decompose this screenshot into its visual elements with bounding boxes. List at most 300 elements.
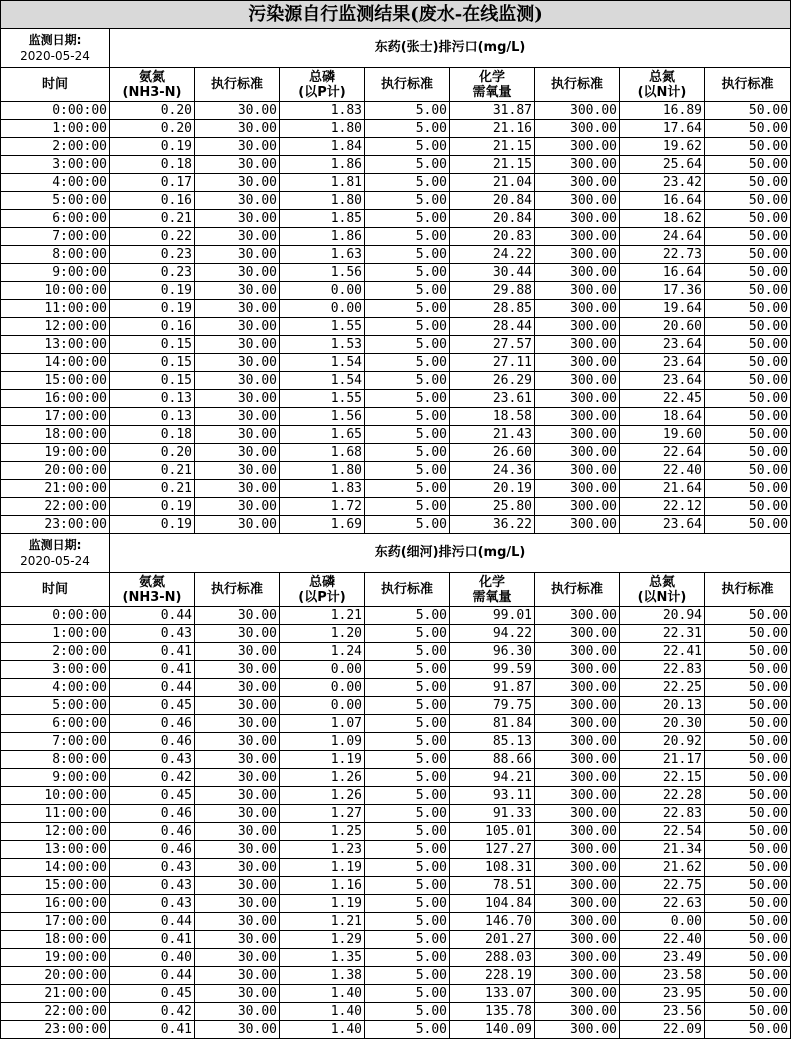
value-cell-tn_std: 50.00 — [705, 516, 791, 534]
column-header-line1: 执行标准 — [210, 77, 263, 92]
value-cell-nh3_std: 30.00 — [195, 913, 280, 931]
value-cell-tn_std: 50.00 — [705, 679, 791, 697]
value-cell-nh3: 0.43 — [110, 859, 195, 877]
value-cell-tp_std: 5.00 — [365, 282, 450, 300]
value-cell-tn: 18.62 — [620, 210, 705, 228]
value-cell-tp_std: 5.00 — [365, 462, 450, 480]
value-cell-tp: 1.56 — [280, 264, 365, 282]
value-cell-cod_std: 300.00 — [535, 426, 620, 444]
time-cell: 23:00:00 — [1, 516, 110, 534]
time-cell: 5:00:00 — [1, 697, 110, 715]
title-row — [1, 1, 791, 29]
value-cell-tp_std: 5.00 — [365, 1003, 450, 1021]
value-cell-tp: 1.85 — [280, 210, 365, 228]
value-cell-tp: 1.80 — [280, 120, 365, 138]
value-cell-tp: 1.83 — [280, 102, 365, 120]
table-row — [1, 949, 791, 967]
table-row — [1, 210, 791, 228]
monitoring-date-label: 监测日期: — [28, 538, 82, 552]
value-cell-tn: 22.25 — [620, 679, 705, 697]
value-cell-nh3_std: 30.00 — [195, 174, 280, 192]
value-cell-tn_std: 50.00 — [705, 805, 791, 823]
value-cell-tp: 1.23 — [280, 841, 365, 859]
column-header-tp_std — [365, 68, 450, 102]
column-header-line2: (以P计) — [298, 84, 346, 100]
value-cell-tn_std: 50.00 — [705, 697, 791, 715]
value-cell-tp: 1.25 — [280, 823, 365, 841]
value-cell-cod: 140.09 — [450, 1021, 535, 1039]
value-cell-cod: 201.27 — [450, 931, 535, 949]
value-cell-tn: 23.64 — [620, 372, 705, 390]
time-cell: 6:00:00 — [1, 715, 110, 733]
value-cell-cod: 88.66 — [450, 751, 535, 769]
table-row — [1, 282, 791, 300]
value-cell-nh3_std: 30.00 — [195, 264, 280, 282]
value-cell-nh3_std: 30.00 — [195, 372, 280, 390]
value-cell-tp: 1.40 — [280, 1003, 365, 1021]
value-cell-nh3: 0.20 — [110, 444, 195, 462]
table-row — [1, 300, 791, 318]
table-row — [1, 625, 791, 643]
value-cell-cod: 31.87 — [450, 102, 535, 120]
value-cell-tn_std: 50.00 — [705, 210, 791, 228]
time-cell: 21:00:00 — [1, 985, 110, 1003]
value-cell-tn_std: 50.00 — [705, 967, 791, 985]
value-cell-cod_std: 300.00 — [535, 805, 620, 823]
value-cell-cod_std: 300.00 — [535, 823, 620, 841]
value-cell-tp: 1.40 — [280, 985, 365, 1003]
time-cell: 0:00:00 — [1, 607, 110, 625]
value-cell-tp: 1.80 — [280, 192, 365, 210]
value-cell-tp: 1.72 — [280, 498, 365, 516]
value-cell-nh3_std: 30.00 — [195, 156, 280, 174]
section-info-row — [1, 29, 791, 68]
value-cell-tp_std: 5.00 — [365, 787, 450, 805]
time-cell: 15:00:00 — [1, 877, 110, 895]
value-cell-nh3_std: 30.00 — [195, 444, 280, 462]
value-cell-nh3: 0.43 — [110, 877, 195, 895]
value-cell-tp_std: 5.00 — [365, 156, 450, 174]
value-cell-tp: 1.55 — [280, 318, 365, 336]
value-cell-tn: 24.64 — [620, 228, 705, 246]
value-cell-nh3: 0.46 — [110, 733, 195, 751]
value-cell-tp: 0.00 — [280, 661, 365, 679]
time-cell: 18:00:00 — [1, 426, 110, 444]
value-cell-cod: 36.22 — [450, 516, 535, 534]
outlet-name: 东药(张士)排污口(mg/L) — [110, 29, 791, 68]
time-cell: 1:00:00 — [1, 625, 110, 643]
value-cell-nh3_std: 30.00 — [195, 1021, 280, 1039]
value-cell-tp_std: 5.00 — [365, 498, 450, 516]
value-cell-tn: 23.64 — [620, 516, 705, 534]
value-cell-cod_std: 300.00 — [535, 661, 620, 679]
value-cell-nh3: 0.44 — [110, 913, 195, 931]
value-cell-cod_std: 300.00 — [535, 607, 620, 625]
value-cell-cod_std: 300.00 — [535, 318, 620, 336]
value-cell-tp_std: 5.00 — [365, 733, 450, 751]
table-row — [1, 318, 791, 336]
value-cell-nh3_std: 30.00 — [195, 408, 280, 426]
value-cell-nh3: 0.46 — [110, 823, 195, 841]
value-cell-cod_std: 300.00 — [535, 715, 620, 733]
table-row — [1, 697, 791, 715]
value-cell-tn_std: 50.00 — [705, 751, 791, 769]
value-cell-nh3_std: 30.00 — [195, 823, 280, 841]
value-cell-cod_std: 300.00 — [535, 390, 620, 408]
value-cell-tn: 19.60 — [620, 426, 705, 444]
value-cell-cod_std: 300.00 — [535, 913, 620, 931]
table-row — [1, 120, 791, 138]
column-header-line1: 氨氮 — [138, 69, 165, 85]
column-header-row — [1, 573, 791, 607]
time-cell: 9:00:00 — [1, 264, 110, 282]
column-header-line1: 总氮 — [648, 69, 675, 85]
column-header-time — [1, 68, 110, 102]
time-cell: 8:00:00 — [1, 751, 110, 769]
value-cell-cod: 228.19 — [450, 967, 535, 985]
value-cell-cod_std: 300.00 — [535, 1003, 620, 1021]
time-cell: 4:00:00 — [1, 679, 110, 697]
value-cell-nh3_std: 30.00 — [195, 661, 280, 679]
value-cell-cod: 29.88 — [450, 282, 535, 300]
value-cell-tn_std: 50.00 — [705, 102, 791, 120]
value-cell-nh3: 0.15 — [110, 372, 195, 390]
table-body — [1, 1, 791, 1039]
value-cell-tp_std: 5.00 — [365, 697, 450, 715]
value-cell-tn_std: 50.00 — [705, 390, 791, 408]
time-cell: 11:00:00 — [1, 300, 110, 318]
value-cell-tp_std: 5.00 — [365, 408, 450, 426]
value-cell-tp_std: 5.00 — [365, 264, 450, 282]
value-cell-tn_std: 50.00 — [705, 841, 791, 859]
column-header-cod_std — [535, 573, 620, 607]
column-header-cod_std — [535, 68, 620, 102]
value-cell-tp: 1.65 — [280, 426, 365, 444]
value-cell-tp_std: 5.00 — [365, 661, 450, 679]
column-header-line1: 执行标准 — [550, 582, 603, 597]
value-cell-cod_std: 300.00 — [535, 1021, 620, 1039]
table-row — [1, 336, 791, 354]
value-cell-tn: 22.64 — [620, 444, 705, 462]
time-cell: 12:00:00 — [1, 823, 110, 841]
value-cell-tp: 1.84 — [280, 138, 365, 156]
value-cell-tp: 1.38 — [280, 967, 365, 985]
value-cell-tp: 1.07 — [280, 715, 365, 733]
value-cell-cod: 135.78 — [450, 1003, 535, 1021]
value-cell-cod: 94.21 — [450, 769, 535, 787]
value-cell-nh3: 0.23 — [110, 264, 195, 282]
value-cell-cod: 81.84 — [450, 715, 535, 733]
value-cell-nh3: 0.19 — [110, 516, 195, 534]
value-cell-cod_std: 300.00 — [535, 931, 620, 949]
value-cell-tn: 19.64 — [620, 300, 705, 318]
column-header-line1: 氨氮 — [138, 574, 165, 590]
time-cell: 9:00:00 — [1, 769, 110, 787]
value-cell-nh3: 0.41 — [110, 643, 195, 661]
table-row — [1, 733, 791, 751]
value-cell-cod: 146.70 — [450, 913, 535, 931]
value-cell-tp: 1.24 — [280, 643, 365, 661]
value-cell-tn: 22.15 — [620, 769, 705, 787]
table-row — [1, 715, 791, 733]
value-cell-nh3: 0.13 — [110, 390, 195, 408]
column-header-tn — [620, 573, 705, 607]
value-cell-cod: 21.16 — [450, 120, 535, 138]
time-cell: 14:00:00 — [1, 354, 110, 372]
column-header-line1: 执行标准 — [721, 77, 774, 92]
monitoring-date-cell — [1, 29, 110, 68]
table-row — [1, 408, 791, 426]
value-cell-cod: 96.30 — [450, 643, 535, 661]
value-cell-nh3: 0.43 — [110, 625, 195, 643]
value-cell-nh3_std: 30.00 — [195, 733, 280, 751]
value-cell-nh3: 0.20 — [110, 120, 195, 138]
value-cell-nh3: 0.41 — [110, 1021, 195, 1039]
value-cell-nh3_std: 30.00 — [195, 300, 280, 318]
value-cell-tn_std: 50.00 — [705, 174, 791, 192]
value-cell-cod_std: 300.00 — [535, 372, 620, 390]
column-header-line1: 执行标准 — [550, 77, 603, 92]
time-cell: 13:00:00 — [1, 841, 110, 859]
time-cell: 8:00:00 — [1, 246, 110, 264]
table-row — [1, 426, 791, 444]
table-row — [1, 823, 791, 841]
value-cell-nh3: 0.45 — [110, 985, 195, 1003]
value-cell-tn_std: 50.00 — [705, 354, 791, 372]
column-header-line1: 执行标准 — [210, 582, 263, 597]
table-row — [1, 390, 791, 408]
value-cell-tn_std: 50.00 — [705, 607, 791, 625]
value-cell-cod: 20.84 — [450, 210, 535, 228]
column-header-row — [1, 68, 791, 102]
table-row — [1, 264, 791, 282]
table-row — [1, 444, 791, 462]
value-cell-cod: 20.19 — [450, 480, 535, 498]
time-cell: 7:00:00 — [1, 733, 110, 751]
table-row — [1, 769, 791, 787]
value-cell-tn: 21.34 — [620, 841, 705, 859]
value-cell-nh3: 0.44 — [110, 967, 195, 985]
value-cell-tn: 16.64 — [620, 264, 705, 282]
value-cell-tp_std: 5.00 — [365, 246, 450, 264]
value-cell-cod: 21.15 — [450, 138, 535, 156]
column-header-nh3 — [110, 68, 195, 102]
value-cell-tn: 22.40 — [620, 931, 705, 949]
value-cell-nh3_std: 30.00 — [195, 138, 280, 156]
value-cell-nh3_std: 30.00 — [195, 643, 280, 661]
value-cell-tn: 17.36 — [620, 282, 705, 300]
value-cell-nh3: 0.19 — [110, 498, 195, 516]
value-cell-tn_std: 50.00 — [705, 282, 791, 300]
value-cell-tp: 1.63 — [280, 246, 365, 264]
value-cell-cod: 18.58 — [450, 408, 535, 426]
value-cell-cod_std: 300.00 — [535, 498, 620, 516]
value-cell-tn: 23.95 — [620, 985, 705, 1003]
value-cell-tn_std: 50.00 — [705, 318, 791, 336]
column-header-line1: 总氮 — [648, 574, 675, 590]
value-cell-cod: 20.84 — [450, 192, 535, 210]
value-cell-nh3_std: 30.00 — [195, 426, 280, 444]
value-cell-tn: 22.83 — [620, 661, 705, 679]
value-cell-nh3_std: 30.00 — [195, 859, 280, 877]
value-cell-cod: 20.83 — [450, 228, 535, 246]
column-header-line2: 需氧量 — [472, 589, 512, 605]
value-cell-tp: 1.35 — [280, 949, 365, 967]
value-cell-tn_std: 50.00 — [705, 462, 791, 480]
time-cell: 2:00:00 — [1, 643, 110, 661]
value-cell-cod_std: 300.00 — [535, 210, 620, 228]
value-cell-cod_std: 300.00 — [535, 480, 620, 498]
value-cell-cod_std: 300.00 — [535, 282, 620, 300]
table-row — [1, 192, 791, 210]
time-cell: 19:00:00 — [1, 949, 110, 967]
value-cell-cod: 104.84 — [450, 895, 535, 913]
monitoring-date-cell — [1, 534, 110, 573]
value-cell-tn_std: 50.00 — [705, 769, 791, 787]
value-cell-cod_std: 300.00 — [535, 120, 620, 138]
value-cell-cod_std: 300.00 — [535, 643, 620, 661]
value-cell-nh3_std: 30.00 — [195, 841, 280, 859]
column-header-line2: (NH3-N) — [122, 589, 182, 605]
value-cell-tn_std: 50.00 — [705, 480, 791, 498]
value-cell-nh3: 0.21 — [110, 480, 195, 498]
value-cell-nh3: 0.22 — [110, 228, 195, 246]
value-cell-tp: 1.26 — [280, 769, 365, 787]
value-cell-tp_std: 5.00 — [365, 715, 450, 733]
value-cell-nh3: 0.46 — [110, 715, 195, 733]
value-cell-cod_std: 300.00 — [535, 751, 620, 769]
table-row — [1, 480, 791, 498]
time-cell: 3:00:00 — [1, 156, 110, 174]
value-cell-cod_std: 300.00 — [535, 985, 620, 1003]
value-cell-tn: 23.56 — [620, 1003, 705, 1021]
column-header-nh3 — [110, 573, 195, 607]
value-cell-tp_std: 5.00 — [365, 120, 450, 138]
table-row — [1, 841, 791, 859]
value-cell-tp_std: 5.00 — [365, 805, 450, 823]
value-cell-cod: 85.13 — [450, 733, 535, 751]
value-cell-tn_std: 50.00 — [705, 156, 791, 174]
value-cell-tp: 0.00 — [280, 679, 365, 697]
value-cell-tn: 0.00 — [620, 913, 705, 931]
time-cell: 3:00:00 — [1, 661, 110, 679]
value-cell-tn: 21.64 — [620, 480, 705, 498]
value-cell-nh3: 0.21 — [110, 210, 195, 228]
value-cell-tn_std: 50.00 — [705, 823, 791, 841]
value-cell-tn_std: 50.00 — [705, 336, 791, 354]
column-header-line2: (以N计) — [637, 84, 687, 100]
value-cell-tn: 23.42 — [620, 174, 705, 192]
value-cell-tp: 1.68 — [280, 444, 365, 462]
time-cell: 17:00:00 — [1, 913, 110, 931]
value-cell-cod: 21.04 — [450, 174, 535, 192]
value-cell-tp: 1.09 — [280, 733, 365, 751]
value-cell-tp_std: 5.00 — [365, 444, 450, 462]
value-cell-nh3_std: 30.00 — [195, 895, 280, 913]
value-cell-cod: 79.75 — [450, 697, 535, 715]
value-cell-nh3_std: 30.00 — [195, 210, 280, 228]
value-cell-tn: 20.92 — [620, 733, 705, 751]
table-row — [1, 246, 791, 264]
column-header-line1: 化学 — [478, 574, 505, 590]
value-cell-tn_std: 50.00 — [705, 877, 791, 895]
time-cell: 18:00:00 — [1, 931, 110, 949]
value-cell-tn_std: 50.00 — [705, 498, 791, 516]
time-cell: 22:00:00 — [1, 498, 110, 516]
value-cell-tn: 22.12 — [620, 498, 705, 516]
value-cell-tp_std: 5.00 — [365, 949, 450, 967]
value-cell-tp_std: 5.00 — [365, 877, 450, 895]
value-cell-tp: 1.55 — [280, 390, 365, 408]
value-cell-tn_std: 50.00 — [705, 246, 791, 264]
table-row — [1, 462, 791, 480]
value-cell-tp_std: 5.00 — [365, 607, 450, 625]
value-cell-cod: 93.11 — [450, 787, 535, 805]
table-row — [1, 805, 791, 823]
value-cell-tn_std: 50.00 — [705, 859, 791, 877]
value-cell-nh3: 0.45 — [110, 787, 195, 805]
value-cell-cod: 133.07 — [450, 985, 535, 1003]
value-cell-tp: 1.29 — [280, 931, 365, 949]
time-cell: 7:00:00 — [1, 228, 110, 246]
value-cell-tp_std: 5.00 — [365, 895, 450, 913]
value-cell-nh3_std: 30.00 — [195, 751, 280, 769]
value-cell-nh3_std: 30.00 — [195, 498, 280, 516]
value-cell-tp: 1.40 — [280, 1021, 365, 1039]
value-cell-cod: 28.44 — [450, 318, 535, 336]
value-cell-cod_std: 300.00 — [535, 264, 620, 282]
value-cell-tn: 21.62 — [620, 859, 705, 877]
value-cell-nh3: 0.40 — [110, 949, 195, 967]
value-cell-cod_std: 300.00 — [535, 246, 620, 264]
value-cell-nh3: 0.15 — [110, 336, 195, 354]
monitoring-date-label: 监测日期: — [28, 33, 82, 47]
section-info-row — [1, 534, 791, 573]
value-cell-tn: 23.64 — [620, 354, 705, 372]
value-cell-cod: 28.85 — [450, 300, 535, 318]
value-cell-cod: 26.29 — [450, 372, 535, 390]
value-cell-tp_std: 5.00 — [365, 354, 450, 372]
value-cell-cod_std: 300.00 — [535, 354, 620, 372]
value-cell-cod: 24.22 — [450, 246, 535, 264]
value-cell-nh3: 0.23 — [110, 246, 195, 264]
time-cell: 4:00:00 — [1, 174, 110, 192]
table-row — [1, 643, 791, 661]
value-cell-tp_std: 5.00 — [365, 1021, 450, 1039]
time-cell: 11:00:00 — [1, 805, 110, 823]
value-cell-tp: 1.83 — [280, 480, 365, 498]
column-header-line1: 执行标准 — [721, 582, 774, 597]
value-cell-tp_std: 5.00 — [365, 174, 450, 192]
value-cell-tp: 1.21 — [280, 913, 365, 931]
value-cell-cod_std: 300.00 — [535, 300, 620, 318]
value-cell-nh3: 0.18 — [110, 156, 195, 174]
value-cell-tp_std: 5.00 — [365, 823, 450, 841]
value-cell-tn: 22.40 — [620, 462, 705, 480]
value-cell-nh3_std: 30.00 — [195, 228, 280, 246]
value-cell-nh3_std: 30.00 — [195, 625, 280, 643]
value-cell-nh3_std: 30.00 — [195, 318, 280, 336]
value-cell-cod: 94.22 — [450, 625, 535, 643]
column-header-line1: 执行标准 — [380, 77, 433, 92]
table-row — [1, 228, 791, 246]
column-header-line2: (以N计) — [637, 589, 687, 605]
value-cell-nh3: 0.21 — [110, 462, 195, 480]
column-header-tp — [280, 573, 365, 607]
table-row — [1, 372, 791, 390]
value-cell-tp_std: 5.00 — [365, 480, 450, 498]
value-cell-tp: 1.26 — [280, 787, 365, 805]
